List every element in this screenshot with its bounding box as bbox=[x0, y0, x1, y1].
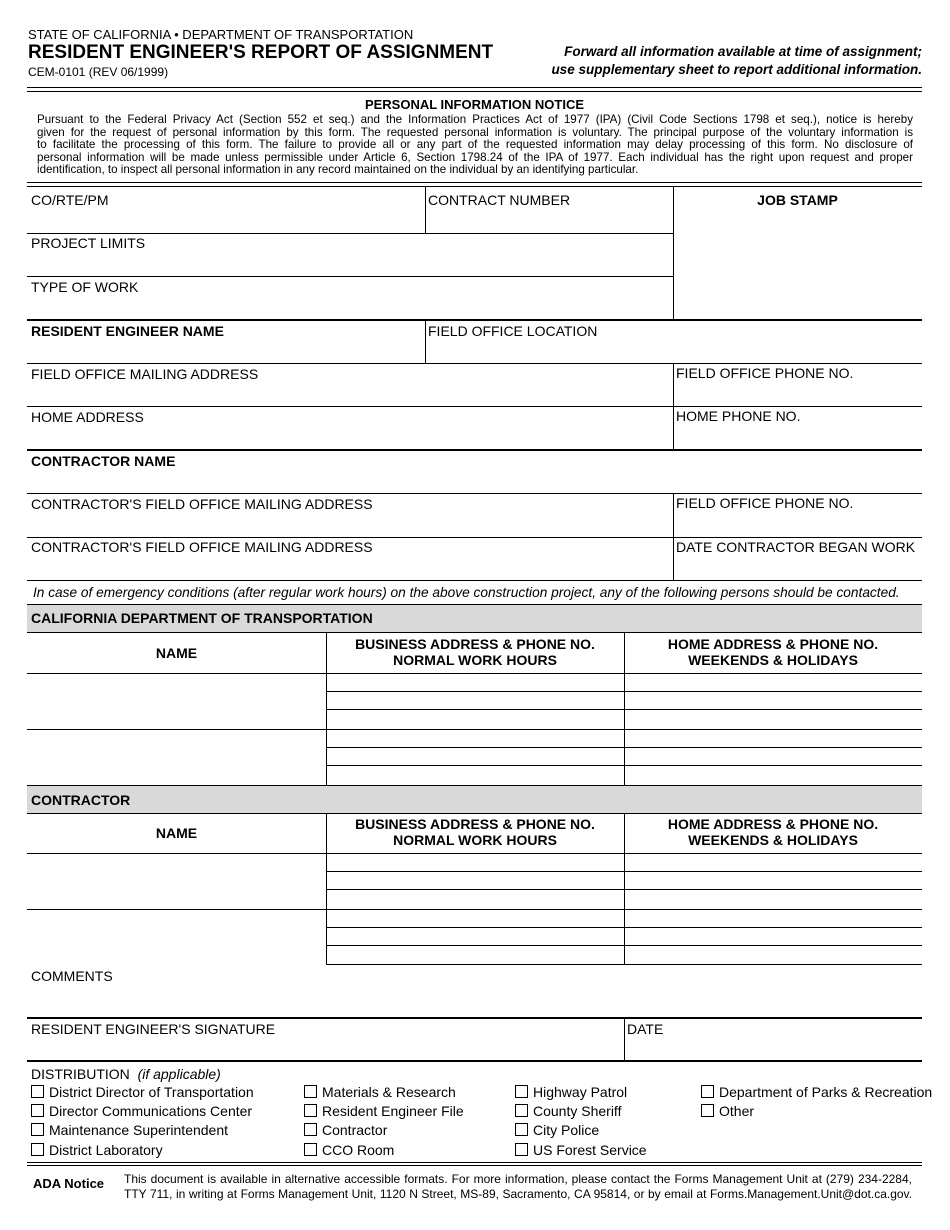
comments-field[interactable]: COMMENTS bbox=[31, 968, 113, 984]
contractor-col-name: NAME bbox=[155, 825, 198, 841]
type-of-work-field[interactable]: TYPE OF WORK bbox=[31, 279, 139, 295]
checkbox-other[interactable] bbox=[701, 1103, 754, 1119]
instructions bbox=[551, 43, 922, 79]
contractor-phone-field[interactable]: FIELD OFFICE PHONE NO. bbox=[676, 495, 854, 511]
privacy-line: Pursuant to the Federal Privacy Act (Section 552 et seq.) and the Information Practices Act of 1977 (IPA) (Civil Code Sections 1798 et seq.), notice is hereby bbox=[37, 113, 913, 126]
checkbox-re-file[interactable] bbox=[304, 1103, 464, 1119]
checkbox-icon bbox=[304, 1104, 317, 1117]
privacy-text bbox=[37, 114, 913, 177]
checkbox-label: Materials & Research bbox=[322, 1084, 456, 1100]
table-row[interactable] bbox=[326, 871, 922, 872]
field-office-mailing-field[interactable]: FIELD OFFICE MAILING ADDRESS bbox=[31, 366, 259, 382]
caltrans-col-home-line2: WEEKENDS & HOLIDAYS bbox=[688, 652, 858, 668]
distribution-label bbox=[31, 1066, 221, 1082]
contractor-col-home bbox=[624, 816, 922, 848]
privacy-line: identification, to inspect all personal information in any record maintained on the individual by an identifying particular. bbox=[37, 163, 639, 177]
contractor-name-field[interactable]: CONTRACTOR NAME bbox=[31, 453, 176, 469]
date-began-work-field[interactable]: DATE CONTRACTOR BEGAN WORK bbox=[676, 539, 916, 555]
checkbox-icon bbox=[515, 1143, 528, 1156]
table-row[interactable] bbox=[326, 709, 922, 710]
checkbox-icon bbox=[304, 1143, 317, 1156]
checkbox-highway-patrol[interactable] bbox=[515, 1084, 627, 1100]
table-row[interactable] bbox=[326, 747, 922, 748]
grid-line bbox=[27, 319, 922, 321]
checkbox-county-sheriff[interactable] bbox=[515, 1103, 621, 1119]
checkbox-label: CCO Room bbox=[322, 1142, 395, 1158]
checkbox-label: County Sheriff bbox=[533, 1103, 622, 1119]
checkbox-label: Maintenance Superintendent bbox=[49, 1122, 229, 1138]
checkbox-city-police[interactable] bbox=[515, 1122, 599, 1138]
ada-notice-label: ADA Notice bbox=[33, 1176, 105, 1191]
contractor-col-business bbox=[326, 816, 624, 848]
table-row bbox=[27, 853, 922, 854]
contractor-col-business-line1: BUSINESS ADDRESS & PHONE NO. bbox=[355, 816, 595, 832]
grid-line bbox=[27, 276, 673, 277]
table-row[interactable] bbox=[326, 765, 922, 766]
instruction-line-1: Forward all information available at time of assignment; bbox=[564, 44, 922, 59]
contractor-section-title: CONTRACTOR bbox=[31, 792, 131, 808]
divider bbox=[27, 1165, 922, 1166]
signature-field[interactable]: RESIDENT ENGINEER'S SIGNATURE bbox=[31, 1021, 276, 1037]
form-number: CEM-0101 (REV 06/1999) bbox=[28, 65, 169, 79]
co-rte-pm-field[interactable]: CO/RTE/PM bbox=[31, 192, 109, 208]
contractor-mailing-field-1[interactable]: CONTRACTOR'S FIELD OFFICE MAILING ADDRESS bbox=[31, 496, 373, 512]
table-row[interactable] bbox=[326, 945, 922, 946]
grid-line bbox=[27, 1017, 922, 1019]
job-stamp-area: JOB STAMP bbox=[757, 192, 838, 208]
checkbox-label: Contractor bbox=[322, 1122, 388, 1138]
grid-line bbox=[27, 363, 922, 364]
grid-line bbox=[27, 233, 673, 234]
grid-line bbox=[27, 493, 922, 494]
checkbox-label: District Laboratory bbox=[49, 1142, 163, 1158]
contract-number-field[interactable]: CONTRACT NUMBER bbox=[428, 192, 571, 208]
table-row[interactable] bbox=[27, 909, 922, 910]
contractor-col-home-line1: HOME ADDRESS & PHONE NO. bbox=[667, 816, 879, 832]
checkbox-icon bbox=[515, 1104, 528, 1117]
field-office-location-field[interactable]: FIELD OFFICE LOCATION bbox=[428, 323, 598, 339]
grid-line bbox=[425, 187, 426, 234]
contractor-section-header bbox=[27, 786, 922, 814]
checkbox-district-laboratory[interactable] bbox=[31, 1142, 163, 1158]
privacy-line: to facilitate the processing of this form. The failure to provide all or any part of the requested information may delay processing of this form. No disclosure of bbox=[37, 138, 913, 152]
privacy-line: given for the request of personal information by this form. The requested personal information is voluntary. The principal purpose of the voluntary information is bbox=[37, 125, 913, 139]
ada-line: TTY 711, in writing at Forms Management Unit, 1120 N Street, MS-89, Sacramento, CA 95814, or by email at Forms.Management.Unit@dot.ca.gov. bbox=[124, 1187, 912, 1201]
checkbox-us-forest-service[interactable] bbox=[515, 1142, 647, 1158]
caltrans-col-home-line1: HOME ADDRESS & PHONE NO. bbox=[667, 636, 879, 652]
caltrans-col-business-line2: NORMAL WORK HOURS bbox=[393, 652, 557, 668]
grid-line bbox=[27, 632, 922, 633]
ada-notice-text bbox=[124, 1172, 912, 1202]
privacy-line: personal information will be made unless permissible under Article 6, Section 1798.24 of the IPA of 1977. Each individual has the right upon request and proper bbox=[37, 150, 913, 164]
checkbox-icon bbox=[515, 1085, 528, 1098]
checkbox-materials-research[interactable] bbox=[304, 1084, 456, 1100]
grid-line bbox=[27, 604, 922, 605]
checkbox-label: Department of Parks & Recreation bbox=[719, 1084, 933, 1100]
checkbox-icon bbox=[515, 1123, 528, 1136]
caltrans-section-title: CALIFORNIA DEPARTMENT OF TRANSPORTATION bbox=[31, 610, 373, 626]
checkbox-icon bbox=[304, 1085, 317, 1098]
contractor-col-business-line2: NORMAL WORK HOURS bbox=[393, 832, 557, 848]
home-phone-field[interactable]: HOME PHONE NO. bbox=[676, 408, 801, 424]
caltrans-col-name: NAME bbox=[155, 645, 198, 661]
checkbox-contractor[interactable] bbox=[304, 1122, 387, 1138]
checkbox-parks-recreation[interactable] bbox=[701, 1084, 932, 1100]
divider bbox=[27, 182, 922, 183]
checkbox-label: US Forest Service bbox=[533, 1142, 647, 1158]
caltrans-col-business bbox=[326, 636, 624, 668]
checkbox-maintenance-superintendent[interactable] bbox=[31, 1122, 228, 1138]
divider bbox=[27, 1162, 922, 1163]
ada-line: This document is available in alternative accessible formats. For more information, please contact the Forms Management Unit at (279) 234-2284, bbox=[124, 1172, 912, 1186]
caltrans-col-business-line1: BUSINESS ADDRESS & PHONE NO. bbox=[355, 636, 595, 652]
checkbox-district-director[interactable] bbox=[31, 1084, 254, 1100]
privacy-heading: PERSONAL INFORMATION NOTICE bbox=[364, 97, 585, 112]
checkbox-label: Other bbox=[719, 1103, 755, 1119]
checkbox-icon bbox=[304, 1123, 317, 1136]
checkbox-icon bbox=[31, 1123, 44, 1136]
checkbox-icon bbox=[701, 1085, 714, 1098]
divider bbox=[27, 87, 922, 88]
grid-line bbox=[27, 449, 922, 451]
date-field[interactable]: DATE bbox=[627, 1021, 664, 1037]
checkbox-label: City Police bbox=[533, 1122, 600, 1138]
divider bbox=[27, 91, 922, 92]
grid-line bbox=[425, 320, 426, 363]
re-name-field[interactable]: RESIDENT ENGINEER NAME bbox=[31, 323, 224, 339]
home-address-field[interactable]: HOME ADDRESS bbox=[31, 409, 144, 425]
project-limits-field[interactable]: PROJECT LIMITS bbox=[31, 235, 146, 251]
checkbox-cco-room[interactable] bbox=[304, 1142, 394, 1158]
caltrans-col-home bbox=[624, 636, 922, 668]
checkbox-icon bbox=[31, 1143, 44, 1156]
grid-line bbox=[27, 537, 922, 538]
caltrans-section-header bbox=[27, 604, 922, 632]
table-row[interactable] bbox=[326, 889, 922, 890]
field-office-phone-field[interactable]: FIELD OFFICE PHONE NO. bbox=[676, 365, 854, 381]
checkbox-icon bbox=[31, 1104, 44, 1117]
checkbox-label: Director Communications Center bbox=[49, 1103, 253, 1119]
checkbox-icon bbox=[701, 1104, 714, 1117]
checkbox-label: Resident Engineer File bbox=[322, 1103, 464, 1119]
emergency-note: In case of emergency conditions (after regular work hours) on the above construction project, any of the following persons should be contacted. bbox=[33, 585, 900, 600]
distribution-title: DISTRIBUTION bbox=[31, 1066, 130, 1082]
agency-line: STATE OF CALIFORNIA • DEPARTMENT OF TRANSPORTATION bbox=[28, 27, 414, 42]
checkbox-communications-center[interactable] bbox=[31, 1103, 252, 1119]
table-row[interactable] bbox=[326, 927, 922, 928]
distribution-note: (if applicable) bbox=[137, 1066, 221, 1082]
checkbox-label: District Director of Transportation bbox=[49, 1084, 254, 1100]
instruction-line-2: use supplementary sheet to report additional information. bbox=[551, 62, 922, 77]
grid-line bbox=[624, 1018, 625, 1061]
checkbox-label: Highway Patrol bbox=[533, 1084, 628, 1100]
grid-line bbox=[27, 1060, 922, 1062]
form-title: RESIDENT ENGINEER'S REPORT OF ASSIGNMENT bbox=[28, 42, 494, 63]
contractor-mailing-field-2[interactable]: CONTRACTOR'S FIELD OFFICE MAILING ADDRESS bbox=[31, 539, 373, 555]
table-row[interactable] bbox=[326, 691, 922, 692]
grid-line bbox=[27, 580, 922, 581]
contractor-col-home-line2: WEEKENDS & HOLIDAYS bbox=[688, 832, 858, 848]
table-row[interactable] bbox=[27, 729, 922, 730]
grid-line bbox=[27, 406, 922, 407]
divider bbox=[27, 186, 922, 187]
table-row bbox=[27, 673, 922, 674]
table-row[interactable] bbox=[326, 964, 922, 965]
checkbox-icon bbox=[31, 1085, 44, 1098]
grid-line bbox=[27, 813, 922, 814]
